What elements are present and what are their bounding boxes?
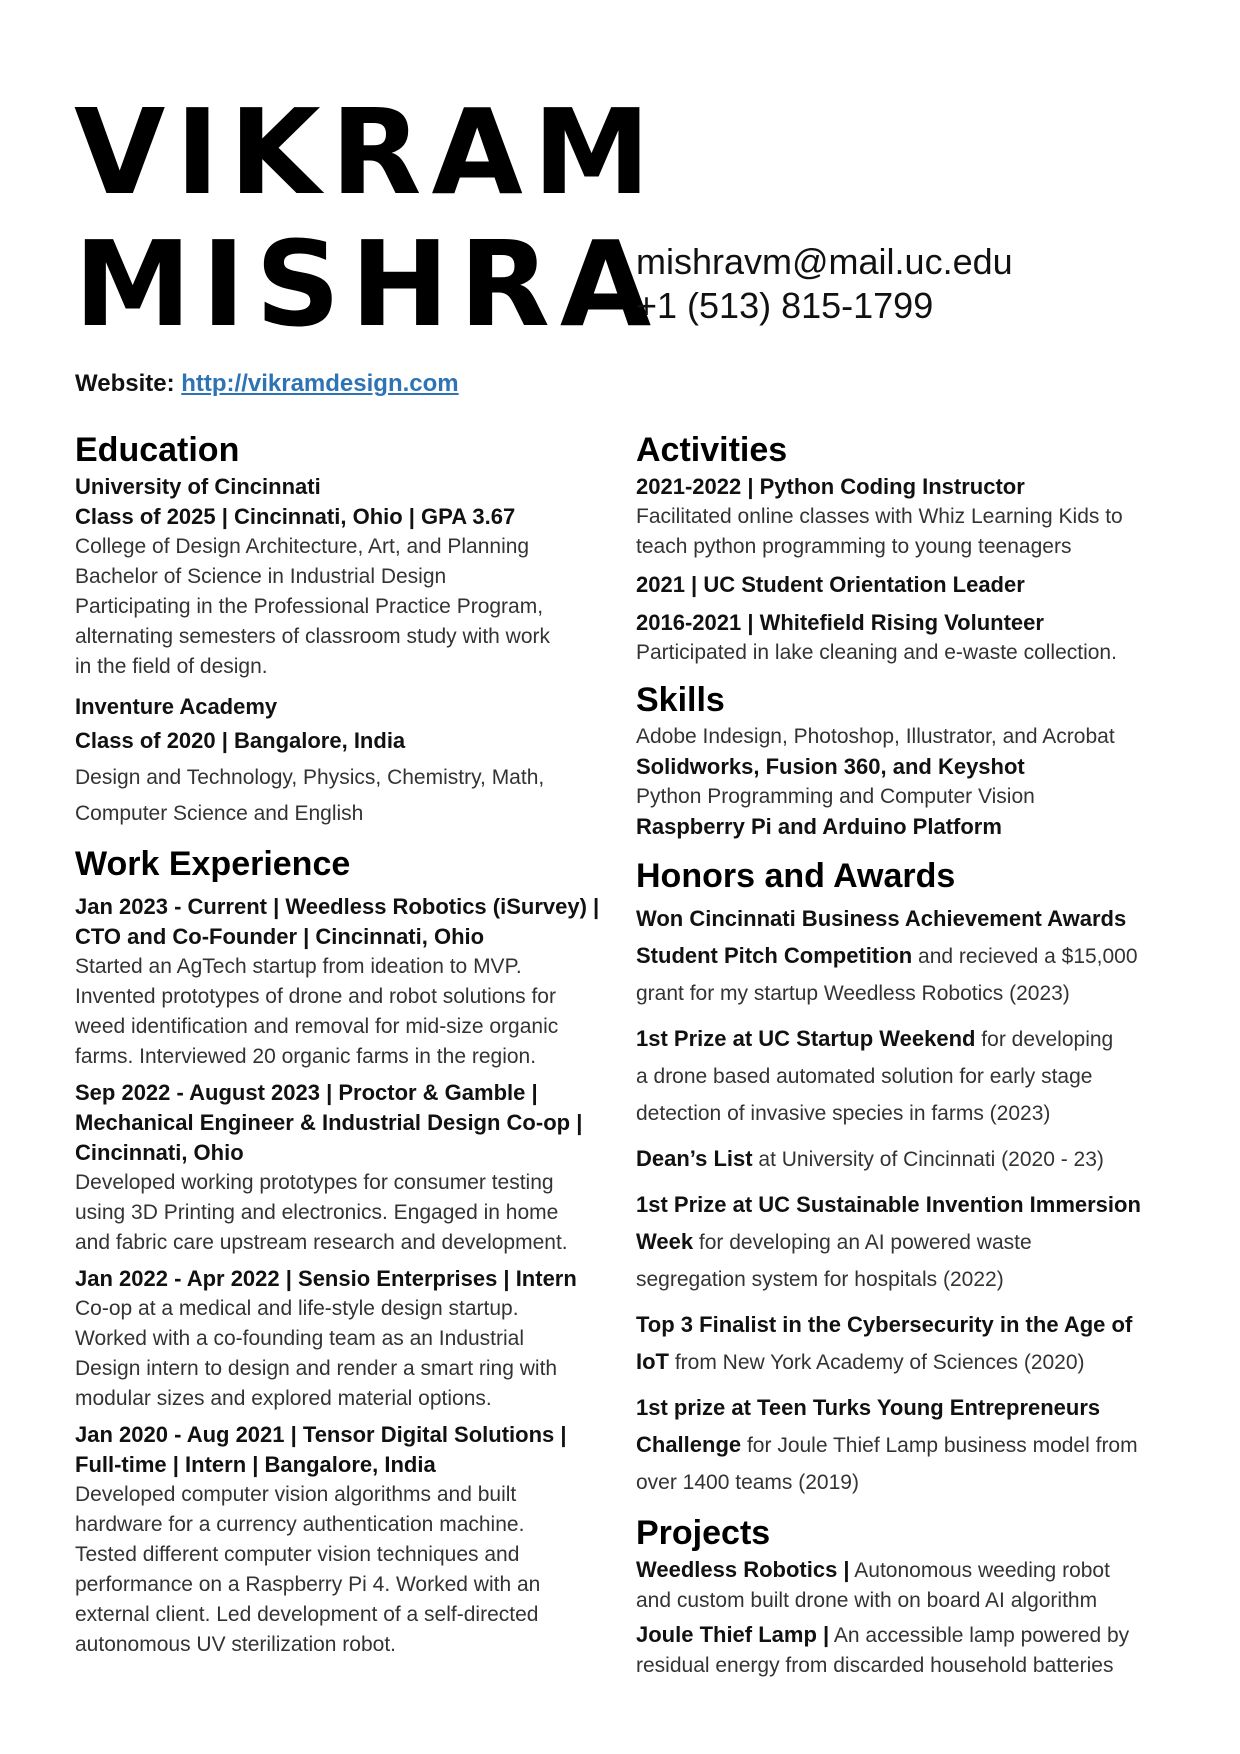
uc-meta: Class of 2025 | Cincinnati, Ohio | GPA 3.67 — [75, 504, 516, 529]
award-text: at University of Cincinnati (2020 - 23) — [752, 1148, 1104, 1171]
job-line: external client. Led development of a self-directed — [75, 1603, 539, 1626]
award-text: and recieved a $15,000 — [912, 945, 1138, 968]
award-bold: Dean’s List — [636, 1146, 753, 1171]
skills-heading: Skills — [636, 681, 725, 719]
job-heading: Sep 2022 - August 2023 | Proctor & Gamble | — [75, 1080, 538, 1105]
award-text: detection of invasive species in farms (2023) — [636, 1102, 1051, 1125]
award-bold: Week — [636, 1229, 694, 1254]
award-text: for developing — [975, 1028, 1114, 1051]
contact-info — [636, 240, 1013, 328]
last-name: MISHRA — [74, 215, 662, 353]
website-link[interactable]: http://vikramdesign.com — [181, 370, 459, 397]
phone[interactable]: +1 (513) 815-1799 — [636, 285, 934, 326]
skill-line: Python Programming and Computer Vision — [636, 785, 1035, 808]
uc-line: Participating in the Professional Practice Program, — [75, 595, 544, 618]
activities-heading: Activities — [636, 431, 788, 469]
project-text: An accessible lamp powered by — [829, 1624, 1130, 1647]
award-bold: Won Cincinnati Business Achievement Awards — [636, 906, 1127, 931]
activity-item — [636, 570, 1181, 600]
job-line: Invented prototypes of drone and robot solutions for — [75, 985, 556, 1008]
job-heading: Jan 2022 - Apr 2022 | Sensio Enterprises | Intern — [75, 1266, 577, 1291]
job-line: performance on a Raspberry Pi 4. Worked with an — [75, 1573, 541, 1596]
skill-line: Adobe Indesign, Photoshop, Illustrator, and Acrobat — [636, 725, 1115, 748]
project-name: Joule Thief Lamp | — [636, 1622, 830, 1647]
job-line: modular sizes and explored material options. — [75, 1387, 492, 1410]
website-label: Website: — [75, 370, 175, 397]
activity-heading: 2016-2021 | Whitefield Rising Volunteer — [636, 610, 1044, 635]
job-line: Tested different computer vision techniques and — [75, 1543, 520, 1566]
job-heading: Full-time | Intern | Bangalore, India — [75, 1452, 436, 1477]
job-line: Developed computer vision algorithms and built — [75, 1483, 517, 1506]
skill-line: Raspberry Pi and Arduino Platform — [636, 814, 1002, 839]
job-line: Developed working prototypes for consumer testing — [75, 1171, 554, 1194]
job-line: weed identification and removal for mid-size organic — [75, 1015, 559, 1038]
candidate-name — [74, 83, 662, 353]
award-text: segregation system for hospitals (2022) — [636, 1268, 1004, 1291]
job-line: farms. Interviewed 20 organic farms in the region. — [75, 1045, 537, 1068]
job-heading: Cincinnati, Ohio — [75, 1140, 244, 1165]
project-text: residual energy from discarded household batteries — [636, 1654, 1114, 1677]
award-item — [636, 1389, 1181, 1501]
ia-line: Computer Science and English — [75, 802, 364, 825]
education-heading: Education — [75, 431, 240, 469]
job-entry — [75, 1078, 615, 1258]
honors-heading: Honors and Awards — [636, 857, 956, 895]
project-text: and custom built drone with on board AI algorithm — [636, 1589, 1098, 1612]
project-text: Autonomous weeding robot — [849, 1559, 1110, 1582]
ia-line: Design and Technology, Physics, Chemistry, Math, — [75, 766, 545, 789]
project-item — [636, 1555, 1181, 1616]
award-item — [636, 1140, 1181, 1178]
job-heading: Mechanical Engineer & Industrial Design Co-op | — [75, 1110, 583, 1135]
job-line: Worked with a co-founding team as an Industrial — [75, 1327, 525, 1350]
uc-line: College of Design Architecture, Art, and Planning — [75, 535, 530, 558]
job-line: Co-op at a medical and life-style design startup. — [75, 1297, 519, 1320]
skill-line: Solidworks, Fusion 360, and Keyshot — [636, 754, 1025, 779]
job-heading: CTO and Co-Founder | Cincinnati, Ohio — [75, 924, 485, 949]
uc-line: in the field of design. — [75, 655, 268, 678]
award-bold: Student Pitch Competition — [636, 943, 913, 968]
award-bold: 1st prize at Teen Turks Young Entrepreneurs — [636, 1395, 1101, 1420]
award-text: a drone based automated solution for early stage — [636, 1065, 1093, 1088]
project-item — [636, 1620, 1181, 1681]
left-column — [75, 428, 615, 1660]
job-line: autonomous UV sterilization robot. — [75, 1633, 396, 1656]
activity-item — [636, 472, 1181, 562]
uc-name: University of Cincinnati — [75, 474, 321, 499]
award-item — [636, 1306, 1181, 1381]
activity-heading: 2021-2022 | Python Coding Instructor — [636, 474, 1025, 499]
job-line: using 3D Printing and electronics. Engaged in home — [75, 1201, 559, 1224]
job-entry — [75, 1420, 615, 1660]
website-row — [75, 370, 459, 398]
job-entry — [75, 892, 615, 1072]
job-heading: Jan 2023 - Current | Weedless Robotics (iSurvey) | — [75, 894, 600, 919]
job-heading: Jan 2020 - Aug 2021 | Tensor Digital Solutions | — [75, 1422, 567, 1447]
award-text: for developing an AI powered waste — [693, 1231, 1032, 1254]
job-line: Started an AgTech startup from ideation to MVP. — [75, 955, 522, 978]
activity-line: teach python programming to young teenagers — [636, 535, 1072, 558]
award-text: for Joule Thief Lamp business model from — [741, 1434, 1138, 1457]
job-line: Design intern to design and render a smart ring with — [75, 1357, 558, 1380]
job-line: hardware for a currency authentication machine. — [75, 1513, 525, 1536]
work-heading: Work Experience — [75, 845, 351, 883]
job-entry — [75, 1264, 615, 1414]
first-name: VIKRAM — [74, 83, 661, 221]
award-text: over 1400 teams (2019) — [636, 1471, 859, 1494]
right-column — [636, 428, 1181, 1681]
activity-line: Facilitated online classes with Whiz Learning Kids to — [636, 505, 1123, 528]
award-bold: 1st Prize at UC Startup Weekend — [636, 1026, 976, 1051]
award-item — [636, 1186, 1181, 1298]
uc-line: Bachelor of Science in Industrial Design — [75, 565, 447, 588]
activity-item — [636, 608, 1181, 668]
email[interactable]: mishravm@mail.uc.edu — [636, 241, 1013, 282]
award-item — [636, 900, 1181, 1012]
award-text: grant for my startup Weedless Robotics (2023) — [636, 982, 1070, 1005]
project-name: Weedless Robotics | — [636, 1557, 850, 1582]
job-line: and fabric care upstream research and development. — [75, 1231, 568, 1254]
ia-meta: Class of 2020 | Bangalore, India — [75, 728, 406, 753]
activity-heading: 2021 | UC Student Orientation Leader — [636, 572, 1025, 597]
ia-name: Inventure Academy — [75, 694, 278, 719]
award-bold: 1st Prize at UC Sustainable Invention Immersion — [636, 1192, 1141, 1217]
award-bold: Top 3 Finalist in the Cybersecurity in the Age of — [636, 1312, 1133, 1337]
award-item — [636, 1020, 1181, 1132]
activity-line: Participated in lake cleaning and e-waste collection. — [636, 641, 1117, 664]
projects-heading: Projects — [636, 1514, 771, 1552]
award-bold: IoT — [636, 1349, 669, 1374]
award-bold: Challenge — [636, 1432, 742, 1457]
award-text: from New York Academy of Sciences (2020) — [669, 1351, 1085, 1374]
uc-line: alternating semesters of classroom study with work — [75, 625, 551, 648]
